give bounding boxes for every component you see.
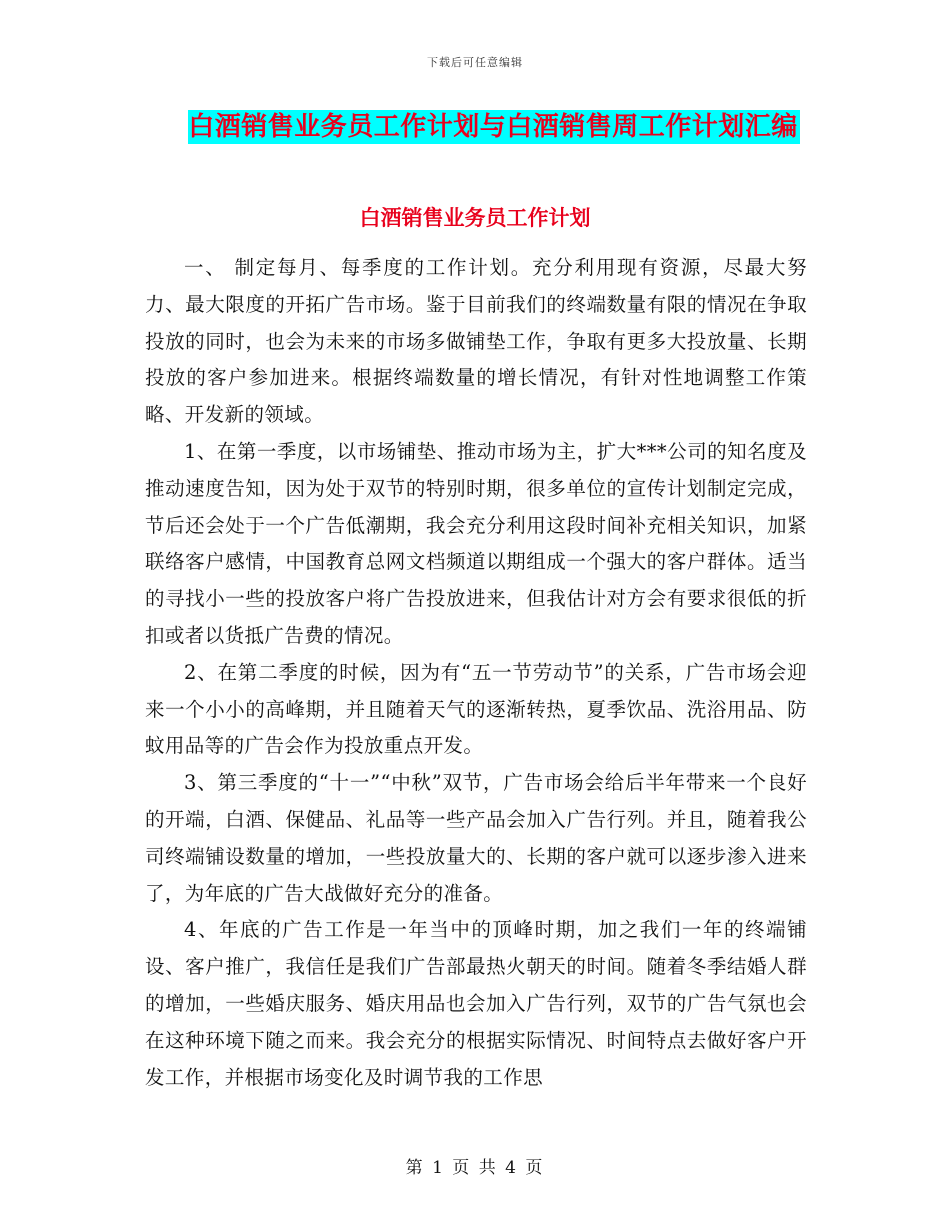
page-number: 第 1 页 共 4 页: [405, 1158, 545, 1178]
main-title: 白酒销售业务员工作计划与白酒销售周工作计划汇编: [188, 112, 798, 142]
section-title: 白酒销售业务员工作计划: [359, 205, 591, 230]
main-title-container: [0, 110, 950, 144]
paragraph: 4、年底的广告工作是一年当中的顶峰时期，加之我们一年的终端铺设、客户推广，我信任是我们广告部最热火朝天的时间。随着冬季结婚人群的增加，一些婚庆服务、婚庆用品也会加入广告行列，双节的广告气氛也会在这种环境下随之而来。我会充分的根据实际情况、时间特点去做好客户开发工作，并根据市场变化及时调节我的工作思: [145, 918, 807, 1089]
paragraph: 1、在第一季度，以市场铺垫、推动市场为主，扩大***公司的知名度及推动速度告知，因为处于双节的特别时期，很多单位的宣传计划制定完成，节后还会处于一个广告低潮期，我会充分利用这段时间补充相关知识，加紧联络客户感情，中国教育总网文档频道以期组成一个强大的客户群体。适当的寻找小一些的投放客户将广告投放进来，但我估计对方会有要求很低的折扣或者以货抵广告费的情况。: [145, 439, 807, 647]
document-body: [145, 250, 807, 1096]
paragraph: 一、 制定每月、每季度的工作计划。充分利用现有资源，尽最大努力、最大限度的开拓广告市场。鉴于目前我们的终端数量有限的情况在争取投放的同时，也会为未来的市场多做铺垫工作，争取有更多大投放量、长期投放的客户参加进来。根据终端数量的增长情况，有针对性地调整工作策略、开发新的领域。: [145, 256, 807, 427]
paragraph: 3、第三季度的“十一”“中秋”双节，广告市场会给后半年带来一个良好的开端，白酒、保健品、礼品等一些产品会加入广告行列。并且，随着我公司终端铺设数量的增加，一些投放量大的、长期的客户就可以逐步渗入进来了，为年底的广告大战做好充分的准备。: [145, 771, 807, 905]
paragraph: 2、在第二季度的时候，因为有“五一节劳动节”的关系，广告市场会迎来一个小小的高峰期，并且随着天气的逐渐转热，夏季饮品、洗浴用品、防蚊用品等的广告会作为投放重点开发。: [145, 660, 807, 758]
header-note: 下载后可任意编辑: [427, 56, 523, 69]
